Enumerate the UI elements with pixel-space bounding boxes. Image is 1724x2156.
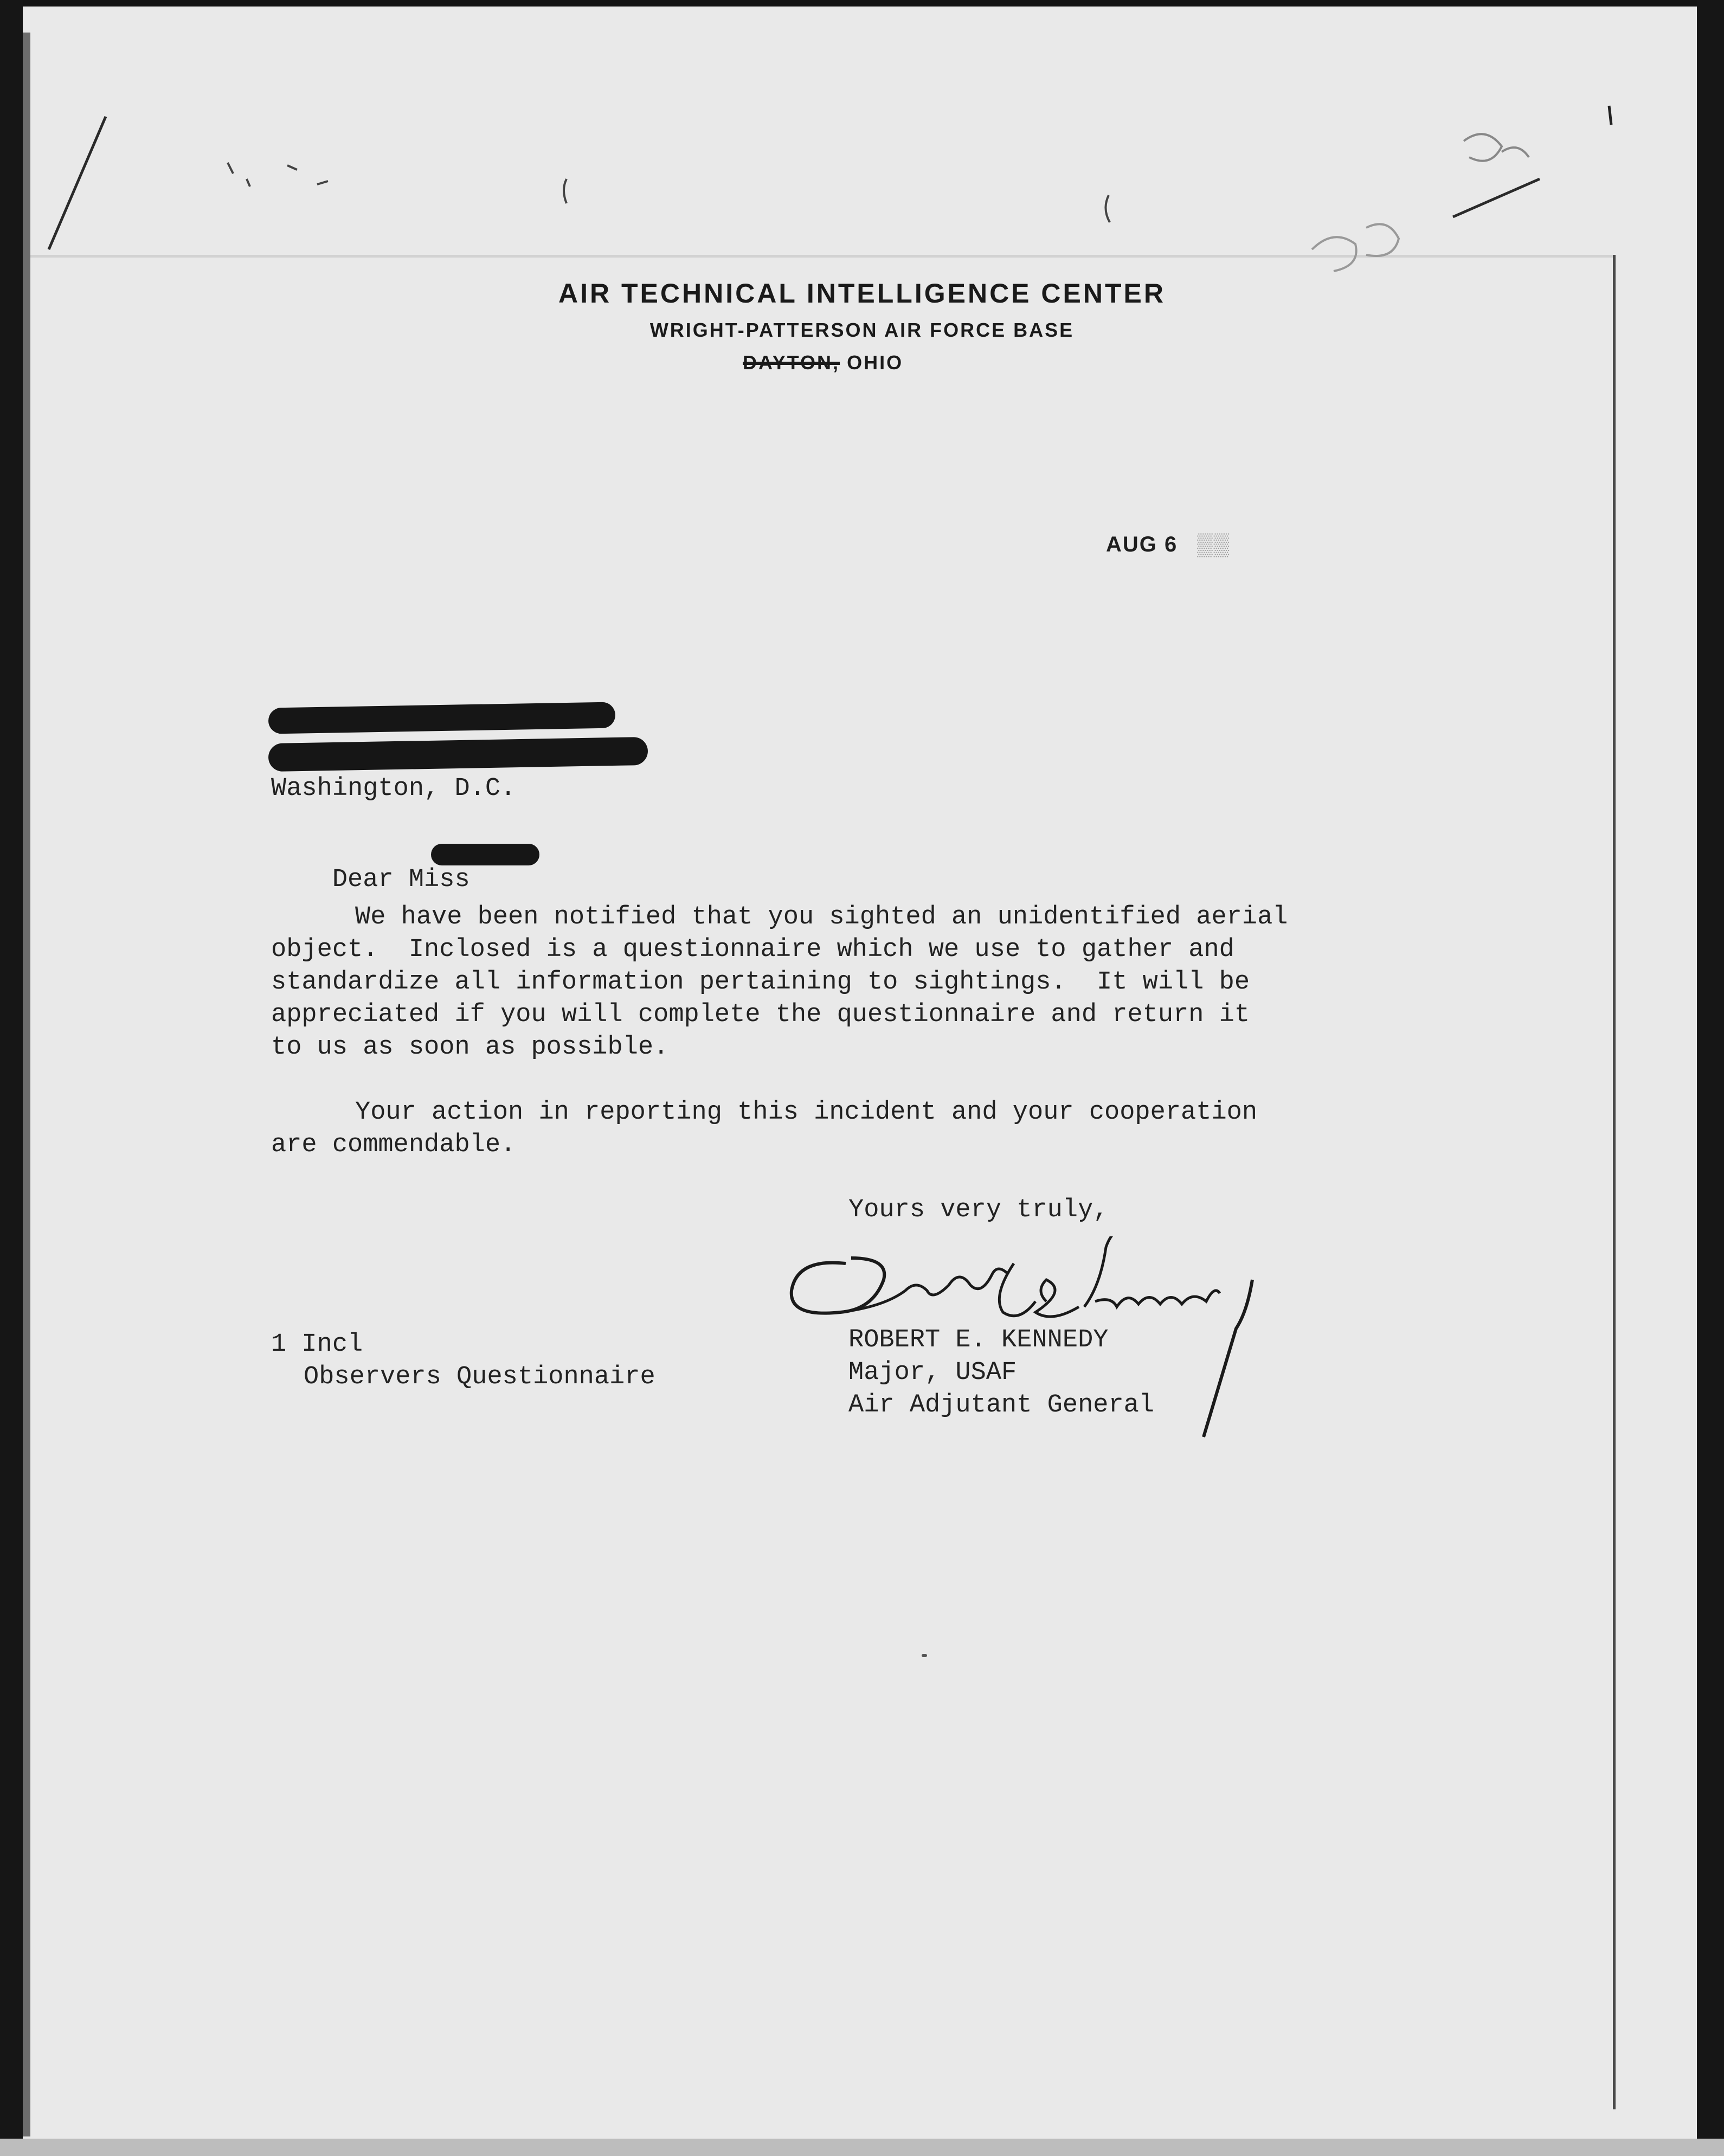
handwritten-marks xyxy=(0,0,1724,282)
body-p2-line1: Your action in reporting this incident and your cooperation xyxy=(355,1098,1258,1127)
letter-date xyxy=(1106,532,1230,557)
scan-border-bottom xyxy=(0,2139,1724,2156)
signer-title: Air Adjutant General xyxy=(848,1391,1155,1420)
letterhead-title: AIR TECHNICAL INTELLIGENCE CENTER xyxy=(558,278,1166,309)
body-p1-line3: standardize all information pertaining to sightings. It will be xyxy=(271,968,1250,997)
enclosure-count: 1 Incl xyxy=(271,1330,363,1359)
closing: Yours very truly, xyxy=(848,1196,1109,1224)
scan-border-left-inner xyxy=(23,33,30,2136)
letterhead-state: OHIO xyxy=(847,351,904,374)
letterhead-location xyxy=(743,351,903,374)
body-p1-line2: object. Inclosed is a questionnaire which we use to gather and xyxy=(271,935,1234,964)
salutation-text: Dear Miss xyxy=(332,865,470,894)
letterhead-subtitle: WRIGHT-PATTERSON AIR FORCE BASE xyxy=(649,319,1075,341)
speck xyxy=(922,1654,927,1657)
date-text: AUG 6 xyxy=(1106,532,1178,556)
redacted-surname xyxy=(431,844,539,865)
address-city: Washington, D.C. xyxy=(271,774,516,803)
signer-name: ROBERT E. KENNEDY xyxy=(848,1326,1109,1355)
struck-city: DAYTON, xyxy=(743,351,840,374)
signer-rank: Major, USAF xyxy=(848,1358,1017,1387)
body-p1-line5: to us as soon as possible. xyxy=(271,1033,669,1062)
body-p1-line1: We have been notified that you sighted an unidentified aerial xyxy=(355,903,1288,932)
body-p2-line2: are commendable. xyxy=(271,1131,516,1159)
redacted-recipient-name xyxy=(268,702,616,734)
enclosure-item: Observers Questionnaire xyxy=(304,1363,655,1391)
redacted-recipient-street xyxy=(268,737,648,772)
paper-right-edge xyxy=(1613,255,1616,2109)
date-year-faint: ▒▒ xyxy=(1197,532,1230,556)
body-p1-line4: appreciated if you will complete the questionnaire and return it xyxy=(271,1000,1250,1029)
